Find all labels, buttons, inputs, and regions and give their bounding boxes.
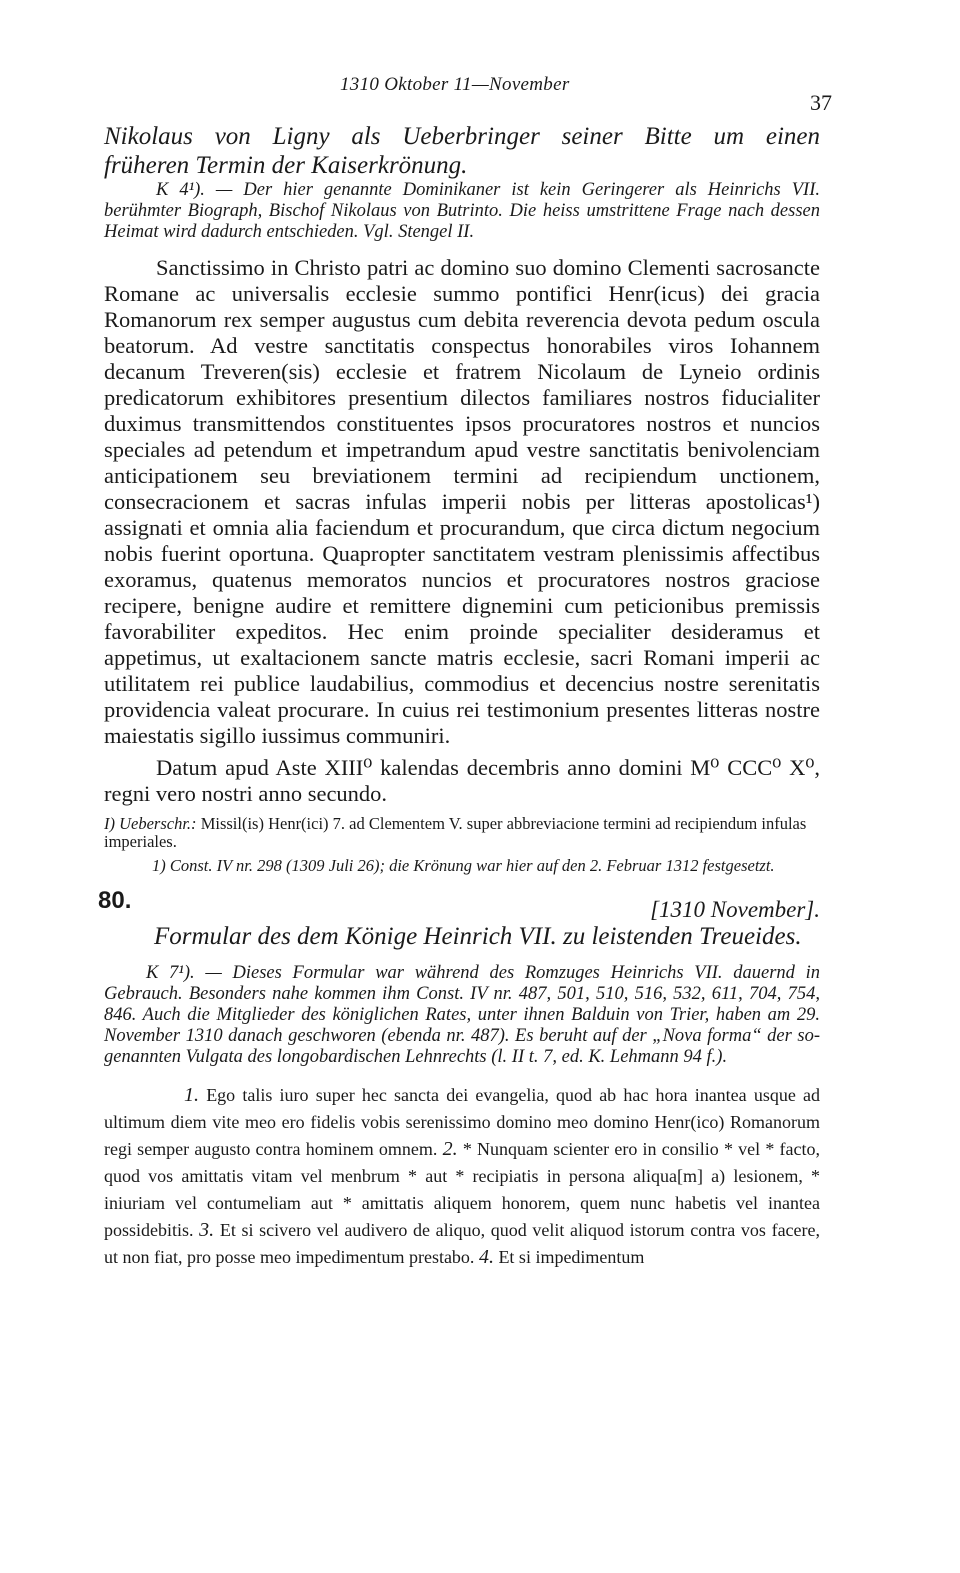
document-title: [104, 122, 820, 180]
footnote-a-label: I) Ueberschr.:: [104, 814, 197, 833]
section-number-2: 2.: [442, 1138, 458, 1160]
document-title-line-1: Nikolaus von Ligny als Ueberbringer seiner Bitte um einen: [104, 123, 820, 150]
footnote-a: [104, 815, 820, 851]
footnote-1: 1) Const. IV nr. 298 (1309 Juli 26); die Krönung war hier auf den 2. Februar 1312 festgesetzt.: [152, 856, 775, 875]
oath-section-3: Et si scivero vel audivero de aliquo, quod velit aliquod istorum contra vos facere, ut non fiat, pro posse meo impedimentum prestabo.: [104, 1220, 821, 1267]
dating-clause: Datum apud Aste XIII⁰ kalendas decembris anno domini M⁰ CCC⁰ X⁰, regni vero nostri anno secundo.: [104, 755, 820, 806]
entry-heading: [98, 887, 820, 923]
section-number-1: 1.: [184, 1084, 199, 1106]
entry-title: Formular des dem Könige Heinrich VII. zu leistenden Treueides.: [154, 923, 802, 950]
document-title-line-2: früheren Termin der Kaiserkrönung.: [104, 152, 468, 179]
page-header: [0, 72, 960, 115]
oath-section-1: Ego talis iuro super hec sancta dei evangelia, quod ab hac hora inantea usque ad ultimum diem vite meo ero fidelis vobis serenissimo domino meo domino Henr(ico) Romanorum regi semper augusto contra hominem omnem.: [104, 1085, 821, 1159]
charter-text: Sanctissimo in Christo patri ac domino suo domino Clementi sacrosancte Romane ac universalis ecclesie summo pontifici Henr(icus) dei gracia Romanorum rex semper augustus cum debita reverencia devota pedum oscula beatorum. Ad vestre sanctitatis conspectus honorabiles viros Iohannem decanum Treveren(sis) ecclesie et fratrem Nicolaum de Lyneio ordinis predicatorum exhibitores presentium dilectos familiares nostros fiducialiter duximus transmittendos constituentes ipsos procuratores nostros et nuncios speciales ad petendum et impetrandum apud vestre sanctitatis benivolenciam anticipationem seu breviationem termini ad recipiendum unctionem, consecracionem et sacras infulas imperii nobis per litteras apostolicas¹) assignati et omnia alia faciendum et procurandum, que circa dictum negocium nobis fuerint oportuna. Quapropter sanctitatem vestram plenissimis affectibus exoramus, quatenus memoratos nuncios et procuratores nostros graciose recipere, benigne audire et remittere dignemini cum peticionibus premissis favorabiliter expeditos. Hec enim proinde specialiter desideramus et appetimus, ut exaltacionem sancte matris ecclesie, sacri Romani imperii ac utilitatem rei publice laudabilius, commodius et decencius nostre serenitatis providencia valeat procurare. In cuius rei testimonium presentes litteras nostre maiestatis sigillo iussimus communiri.: [104, 255, 820, 748]
footnote-a-text: Missil(is) Henr(ici) 7. ad Clementem V. super abbreviacione termini ad recipiendum infulas imperiales.: [104, 814, 807, 851]
page-content: [98, 122, 821, 1271]
oath-section-4: Et si impedimentum: [498, 1247, 645, 1267]
oath-text: [104, 1082, 820, 1271]
entry-date: [1310 November].: [650, 897, 820, 922]
page-number: 37: [810, 90, 832, 115]
editorial-note: K 4¹). — Der hier genannte Dominikaner ist kein Geringerer als Heinrichs VII. berühmter Biograph, Bischof Nikolaus von Butrinto. Die heiss umstrittene Frage nach dessen Heimat wird dadurch entschieden. Vgl. Stengel II.: [104, 180, 820, 242]
entry-note: K 7¹). — Dieses Formular war während des Romzuges Heinrichs VII. dauernd in Gebrauch. Besonders nahe kommen ihm Const. IV nr. 487, 501, 510, 516, 532, 611, 704, 754, 846. Auch die Mitglieder des königlichen Rates, unter ihnen Balduin von Trier, haben am 29. November 1310 danach geschworen (ebenda nr. 487). Es beruht auf der „Nova forma“ der sogenannten Vulgata des longobardischen Lehnrechts (l. II t. 7, ed. K. Lehmann 94 f.).: [104, 963, 820, 1067]
entry-number: 80.: [98, 887, 132, 914]
oath-section-2: * Nunquam scienter ero in consilio * vel * facto, quod vos amittatis vitam vel menbrum * aut * recipiatis in persona aliqua[m] a) lesionem, * iniuriam vel contumeliam aut * amittatis aliquem honorem, quem nunc habetis vel inantea possidebitis.: [104, 1139, 820, 1240]
section-number-4: 4.: [478, 1246, 494, 1268]
section-number-3: 3.: [199, 1219, 215, 1241]
running-head: 1310 Oktober 11—November: [340, 74, 570, 95]
